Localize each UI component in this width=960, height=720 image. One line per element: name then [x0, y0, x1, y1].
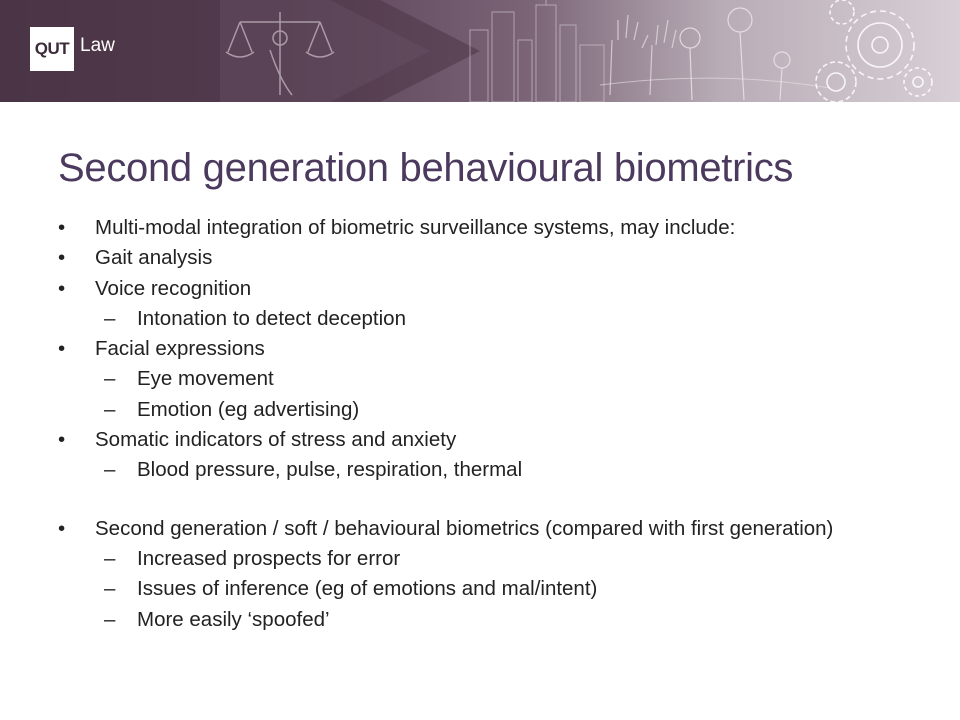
bullet-text: Somatic indicators of stress and anxiety [95, 428, 457, 452]
sub-bullet-item [58, 364, 918, 394]
bullet-marker: • [58, 428, 66, 452]
qut-law-logo [30, 27, 115, 71]
bullet-text: Second generation / soft / behavioural biometrics (compared with first generation) [95, 516, 834, 540]
bullet-item [58, 425, 918, 455]
bullet-item [58, 243, 918, 273]
banner-artwork [0, 0, 960, 102]
bullet-item [58, 274, 918, 304]
bullet-text: More easily ‘spoofed’ [137, 607, 330, 631]
gears-illustration [816, 0, 932, 102]
bullet-marker: • [58, 246, 66, 270]
dash-marker: – [104, 397, 116, 421]
bullet-list [58, 213, 918, 635]
bullet-item [58, 213, 918, 243]
dash-marker: – [104, 306, 116, 330]
bullet-marker: • [58, 337, 66, 361]
dash-marker: – [104, 367, 116, 391]
bullet-text: Emotion (eg advertising) [137, 397, 360, 421]
sub-bullet-item [58, 455, 918, 485]
bullet-text: Eye movement [137, 367, 274, 391]
dash-marker: – [104, 546, 116, 570]
bullet-item [58, 334, 918, 364]
bullet-text: Multi-modal integration of biometric surveillance systems, may include: [95, 216, 736, 239]
bullet-marker: • [58, 216, 66, 239]
bullet-item [58, 514, 918, 544]
sub-bullet-item [58, 395, 918, 425]
list-spacer [58, 486, 918, 514]
bullet-text: Blood pressure, pulse, respiration, thermal [137, 458, 523, 482]
bullet-marker: • [58, 276, 66, 300]
bullet-text: Intonation to detect deception [137, 306, 406, 330]
bullet-text: Facial expressions [95, 337, 265, 361]
slide-title: Second generation behavioural biometrics [58, 146, 794, 190]
bullet-text: Issues of inference (eg of emotions and mal/intent) [137, 577, 598, 601]
bullet-text: Increased prospects for error [137, 546, 401, 570]
bullet-marker: • [58, 516, 66, 540]
flowers-illustration [680, 8, 790, 100]
qut-logo-mark: QUT [30, 27, 74, 71]
bullet-text: Voice recognition [95, 276, 252, 300]
header-banner [0, 0, 960, 102]
sub-bullet-item [58, 574, 918, 604]
sub-bullet-item [58, 304, 918, 334]
bullet-text: Gait analysis [95, 246, 213, 270]
dash-marker: – [104, 607, 116, 631]
sub-bullet-item [58, 544, 918, 574]
sub-bullet-item [58, 605, 918, 635]
dash-marker: – [104, 577, 116, 601]
dash-marker: – [104, 458, 116, 482]
faculty-label: Law [80, 35, 115, 56]
city-skyline-illustration [470, 0, 604, 102]
